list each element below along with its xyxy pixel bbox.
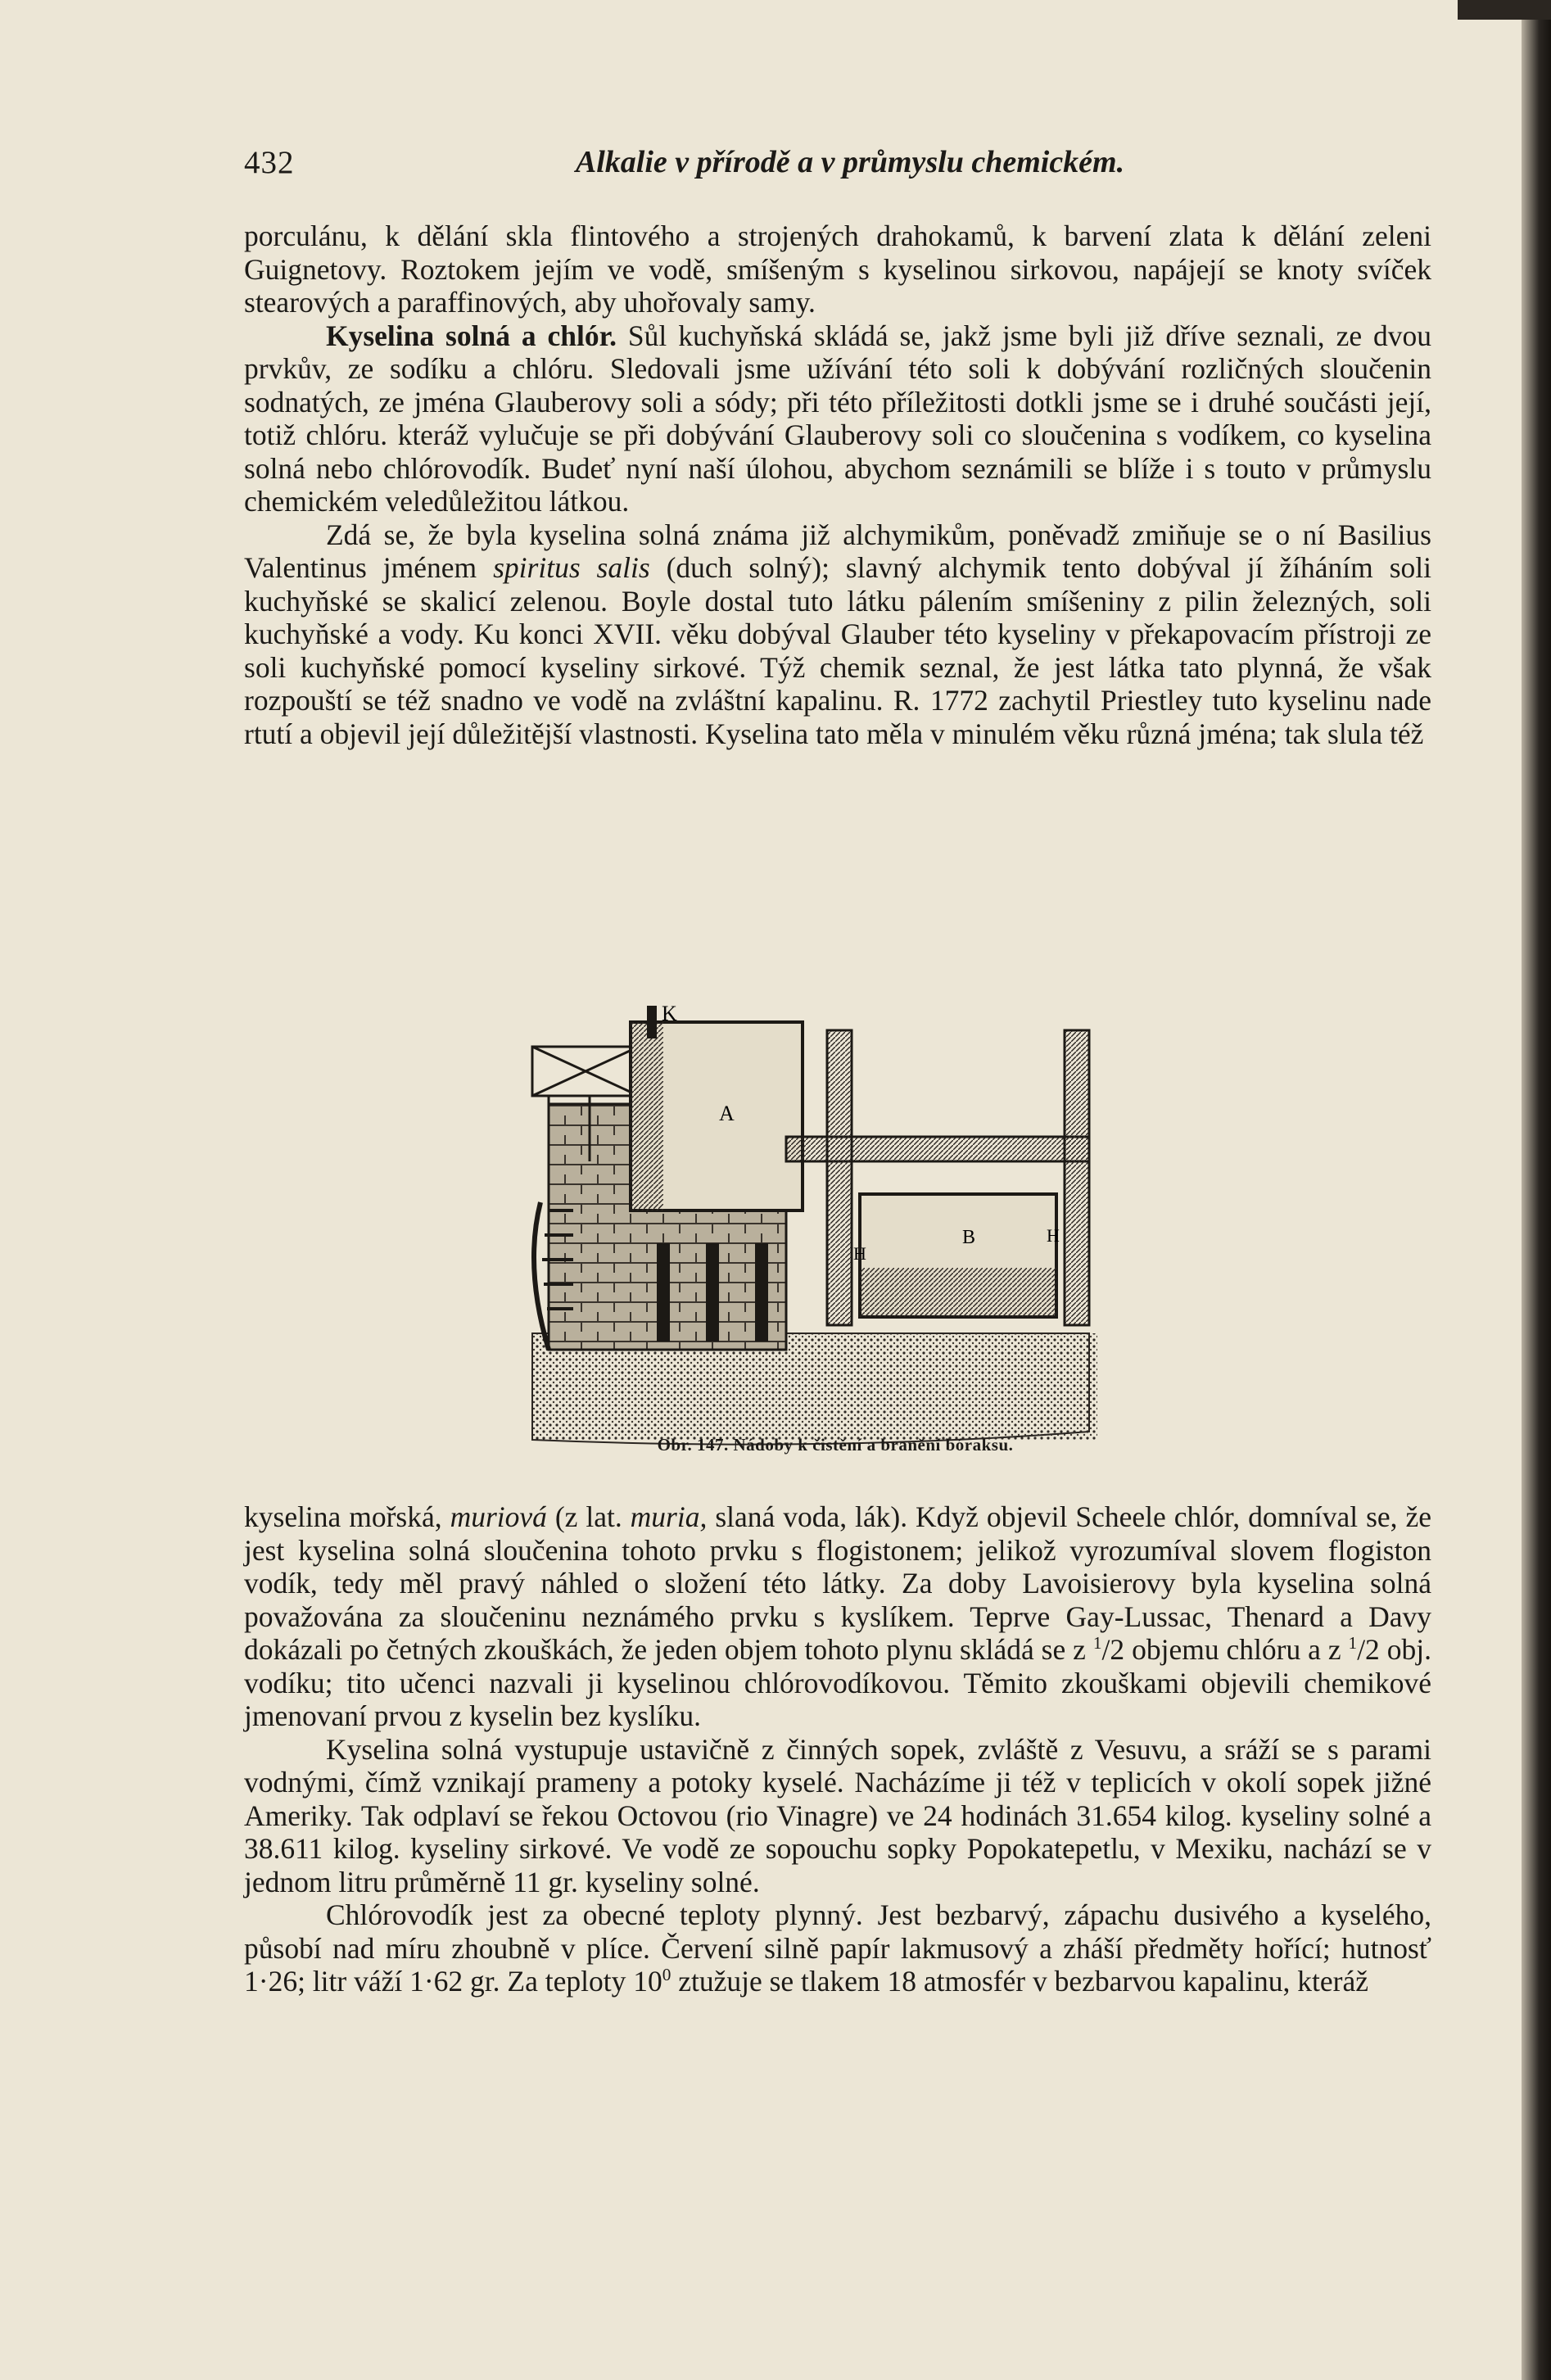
vessel-a-pipe bbox=[647, 1006, 657, 1038]
figure-illustration bbox=[516, 998, 1106, 1456]
stair-curve bbox=[534, 1202, 549, 1350]
page-edge-shadow bbox=[1522, 0, 1551, 2380]
paragraph bbox=[244, 518, 1431, 751]
figure-label-h-left: H bbox=[853, 1243, 866, 1264]
paragraph-text: objemu chlóru a z bbox=[1124, 1633, 1349, 1666]
figure-label-k: K bbox=[662, 1002, 677, 1025]
latin-term: spiritus salis bbox=[493, 551, 650, 584]
paragraph: porculánu, k dělání skla flintového a strojených drahokamů, k barvení zlata k dělání zeleni Guignetovy. Roztokem jejím ve vodě, smíšeným s kyselinou sirkovou, napájejí se knoty svíček stearových a paraffinových, aby uhořovaly samy. bbox=[244, 219, 1431, 319]
right-basin bbox=[786, 1030, 1089, 1325]
italic-term: muriová bbox=[450, 1500, 547, 1533]
paragraph-text: (duch solný); slavný alchymik tento dobýval jí žíháním soli kuchyňské se skalicí zelenou. Boyle dostal tuto látku pálením smíšeniny z pilin železných, soli kuchyňské a vody. Ku konci XVII. věku dobýval Glauber této kyseliny v překapovacím přístroji ze soli kuchyňské pomocí kyseliny sirkové. Týž chemik seznal, že jest látka tato plynná, že však rozpouští se též snadno ve vodě na zvláštní kapalinu. R. 1772 zachytil Priestley tuto kyselinu nade rtutí a objevil její důležitější vlastnosti. Kyselina tato měla v minulém věku různá jména; tak slula též bbox=[244, 551, 1431, 750]
fraction-denominator: /2 bbox=[1101, 1633, 1125, 1666]
page-corner bbox=[1458, 0, 1551, 20]
paragraph bbox=[244, 1898, 1431, 1998]
paragraph-text: slaná voda, lák). Když objevil Scheele chlór, domníval se, že jest kyselina solná sloučenina tohoto prvku s flogistonem; jelikož vyrozumíval slovem flogiston vodík, tedy měl pravý náhled o složení této látky. Za doby Lavoisierovy byla kyselina solná považována za sloučeninu neznámého prvku s kyslíkem. Teprve Gay-Lussac, Thenard a Davy dokázali po četných zkouškách, že jeden objem tohoto plynu skládá se z bbox=[244, 1500, 1432, 1666]
text-block-bottom bbox=[244, 1500, 1431, 1998]
figure-label-h-right: H bbox=[1047, 1225, 1060, 1246]
running-head bbox=[244, 144, 1431, 185]
page-number: 432 bbox=[244, 145, 295, 180]
section-heading: Kyselina solná a chlór. bbox=[326, 319, 617, 352]
italic-term: muria, bbox=[630, 1500, 708, 1533]
left-furnace bbox=[532, 1002, 803, 1350]
fraction-numerator: 1 bbox=[1348, 1633, 1358, 1654]
paragraph-text: (z lat. bbox=[546, 1500, 631, 1533]
figure-label-b: B bbox=[962, 1227, 976, 1248]
text-block-top bbox=[244, 219, 1431, 750]
paragraph-text: obj. vodíku; tito učenci nazvali ji kyselinou chlórovodíkovou. Těmito zkouškami objevili chemikové jmenovaní prvou z kyselin bez kyslíku. bbox=[244, 1633, 1431, 1732]
page-heading: Alkalie v přírodě a v průmyslu chemickém. bbox=[575, 145, 1125, 179]
vessel-a-wall bbox=[631, 1022, 663, 1210]
degree-superscript: 0 bbox=[662, 1965, 671, 1985]
paragraph-text: ztužuje se tlakem 18 atmosfér v bezbarvou kapalinu, kteráž bbox=[671, 1965, 1369, 1998]
vessels-illustration bbox=[516, 998, 1106, 1456]
figure-label-a: A bbox=[719, 1102, 735, 1125]
paragraph bbox=[244, 319, 1431, 518]
left-post bbox=[827, 1030, 852, 1325]
right-post bbox=[1065, 1030, 1089, 1325]
paragraph bbox=[244, 1500, 1431, 1733]
fraction-numerator: 1 bbox=[1092, 1633, 1102, 1654]
figure-caption: Obr. 147. Nádoby k čistění a branění bóraksu. bbox=[657, 1435, 1014, 1455]
paragraph-text: Chlórovodík jest za obecné teploty plynný. Jest bezbarvý, zápachu dusivého a kyselého, působí nad míru zhoubně v plíce. Červení silně papír lakmusový a zháší předměty hořící; hutnosť 1·26; litr váží 1·62 gr. Za teploty 10 bbox=[244, 1898, 1431, 1998]
paragraph: Kyselina solná vystupuje ustavičně z činných sopek, zvláště z Vesuvu, a sráží se s parami vodnými, čímž vznikají prameny a potoky kyselé. Nacházíme ji též v teplicích v okolí sopek jižné Ameriky. Tak odplaví se řekou Octovou (rio Vinagre) ve 24 hodinách 31.654 kilog. kyseliny solné a 38.611 kilog. kyseliny sirkové. Ve vodě ze sopouchu sopky Popokatepetlu, v Mexiku, nachází se v jednom litru průměrně 11 gr. kyseliny solné. bbox=[244, 1732, 1431, 1898]
paragraph-text: kyselina mořská, bbox=[244, 1500, 450, 1533]
vessel-b-crystals bbox=[860, 1268, 1056, 1317]
fraction-denominator: /2 bbox=[1357, 1633, 1380, 1666]
paragraph-text: Sůl kuchyňská skládá se, jakž jsme byli již dříve seznali, ze dvou prvkův, ze sodíku a chlóru. Sledovali jsme užívání této soli k dobývání rozličných sloučenin sodnatých, ze jména Glauberovy soli a sódy; při této příležitosti dotkli jsme se i druhé součásti její, totiž chlóru. kteráž vylučuje se při dobývání Glauberovy soli co sloučenina s vodíkem, co kyselina solná nebo chlórovodík. Budeť nyní naší úlohou, abychom seznámili se blíže i s touto v průmyslu chemickém veledůležitou látkou. bbox=[244, 319, 1431, 518]
paragraph-text: Zdá se, že byla kyselina solná známa již alchymikům, poněvadž zmiňuje se o ní Basilius Valentinus jménem bbox=[244, 518, 1431, 584]
